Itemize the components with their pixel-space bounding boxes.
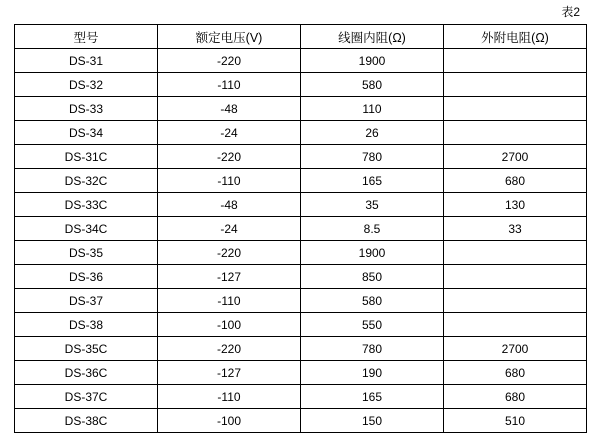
cell-external-resistance — [444, 289, 587, 313]
cell-coil-resistance: 1900 — [301, 241, 444, 265]
table-row — [15, 265, 587, 289]
table-row — [15, 361, 587, 385]
table-row — [15, 169, 587, 193]
cell-rated-voltage: -220 — [158, 241, 301, 265]
cell-external-resistance — [444, 97, 587, 121]
table-body — [15, 49, 587, 433]
column-header-model: 型号 — [15, 25, 158, 49]
cell-model: DS-32 — [15, 73, 158, 97]
cell-rated-voltage: -48 — [158, 97, 301, 121]
table-row — [15, 409, 587, 433]
cell-model: DS-36C — [15, 361, 158, 385]
cell-coil-resistance: 8.5 — [301, 217, 444, 241]
cell-rated-voltage: -220 — [158, 337, 301, 361]
cell-rated-voltage: -127 — [158, 265, 301, 289]
cell-external-resistance: 130 — [444, 193, 587, 217]
table-caption-row — [14, 0, 586, 24]
table-row — [15, 217, 587, 241]
cell-rated-voltage: -110 — [158, 385, 301, 409]
cell-model: DS-33 — [15, 97, 158, 121]
table-header — [15, 25, 587, 49]
cell-coil-resistance: 150 — [301, 409, 444, 433]
cell-rated-voltage: -127 — [158, 361, 301, 385]
cell-model: DS-31 — [15, 49, 158, 73]
cell-rated-voltage: -100 — [158, 409, 301, 433]
cell-coil-resistance: 35 — [301, 193, 444, 217]
cell-external-resistance — [444, 241, 587, 265]
cell-model: DS-38C — [15, 409, 158, 433]
cell-model: DS-34 — [15, 121, 158, 145]
column-header-coil-resistance: 线圈内阻(Ω) — [301, 25, 444, 49]
cell-rated-voltage: -220 — [158, 145, 301, 169]
cell-external-resistance: 680 — [444, 361, 587, 385]
table-row — [15, 289, 587, 313]
table-header-row — [15, 25, 587, 49]
table-row — [15, 241, 587, 265]
cell-coil-resistance: 110 — [301, 97, 444, 121]
cell-model: DS-36 — [15, 265, 158, 289]
cell-coil-resistance: 780 — [301, 145, 444, 169]
cell-model: DS-34C — [15, 217, 158, 241]
cell-external-resistance: 680 — [444, 385, 587, 409]
cell-external-resistance: 680 — [444, 169, 587, 193]
cell-coil-resistance: 780 — [301, 337, 444, 361]
cell-rated-voltage: -100 — [158, 313, 301, 337]
column-header-rated-voltage: 额定电压(V) — [158, 25, 301, 49]
cell-rated-voltage: -220 — [158, 49, 301, 73]
table-row — [15, 73, 587, 97]
table-row — [15, 97, 587, 121]
cell-model: DS-33C — [15, 193, 158, 217]
cell-external-resistance: 2700 — [444, 337, 587, 361]
cell-external-resistance — [444, 49, 587, 73]
cell-external-resistance: 33 — [444, 217, 587, 241]
cell-external-resistance — [444, 313, 587, 337]
cell-rated-voltage: -110 — [158, 169, 301, 193]
table-row — [15, 121, 587, 145]
cell-external-resistance — [444, 121, 587, 145]
cell-coil-resistance: 165 — [301, 385, 444, 409]
cell-coil-resistance: 1900 — [301, 49, 444, 73]
cell-external-resistance: 510 — [444, 409, 587, 433]
cell-coil-resistance: 26 — [301, 121, 444, 145]
cell-coil-resistance: 190 — [301, 361, 444, 385]
table-row — [15, 145, 587, 169]
specification-table — [14, 24, 587, 433]
cell-external-resistance — [444, 73, 587, 97]
cell-external-resistance: 2700 — [444, 145, 587, 169]
cell-model: DS-38 — [15, 313, 158, 337]
table-row — [15, 313, 587, 337]
table-caption: 表2 — [561, 5, 580, 19]
cell-coil-resistance: 580 — [301, 73, 444, 97]
cell-coil-resistance: 550 — [301, 313, 444, 337]
cell-model: DS-35 — [15, 241, 158, 265]
cell-model: DS-35C — [15, 337, 158, 361]
cell-coil-resistance: 850 — [301, 265, 444, 289]
cell-model: DS-31C — [15, 145, 158, 169]
cell-model: DS-32C — [15, 169, 158, 193]
cell-model: DS-37 — [15, 289, 158, 313]
cell-coil-resistance: 165 — [301, 169, 444, 193]
cell-coil-resistance: 580 — [301, 289, 444, 313]
table-row — [15, 49, 587, 73]
table-row — [15, 337, 587, 361]
column-header-external-resistance: 外附电阻(Ω) — [444, 25, 587, 49]
table-row — [15, 193, 587, 217]
cell-rated-voltage: -110 — [158, 73, 301, 97]
cell-external-resistance — [444, 265, 587, 289]
table-row — [15, 385, 587, 409]
cell-rated-voltage: -24 — [158, 121, 301, 145]
cell-rated-voltage: -110 — [158, 289, 301, 313]
cell-rated-voltage: -48 — [158, 193, 301, 217]
cell-model: DS-37C — [15, 385, 158, 409]
cell-rated-voltage: -24 — [158, 217, 301, 241]
